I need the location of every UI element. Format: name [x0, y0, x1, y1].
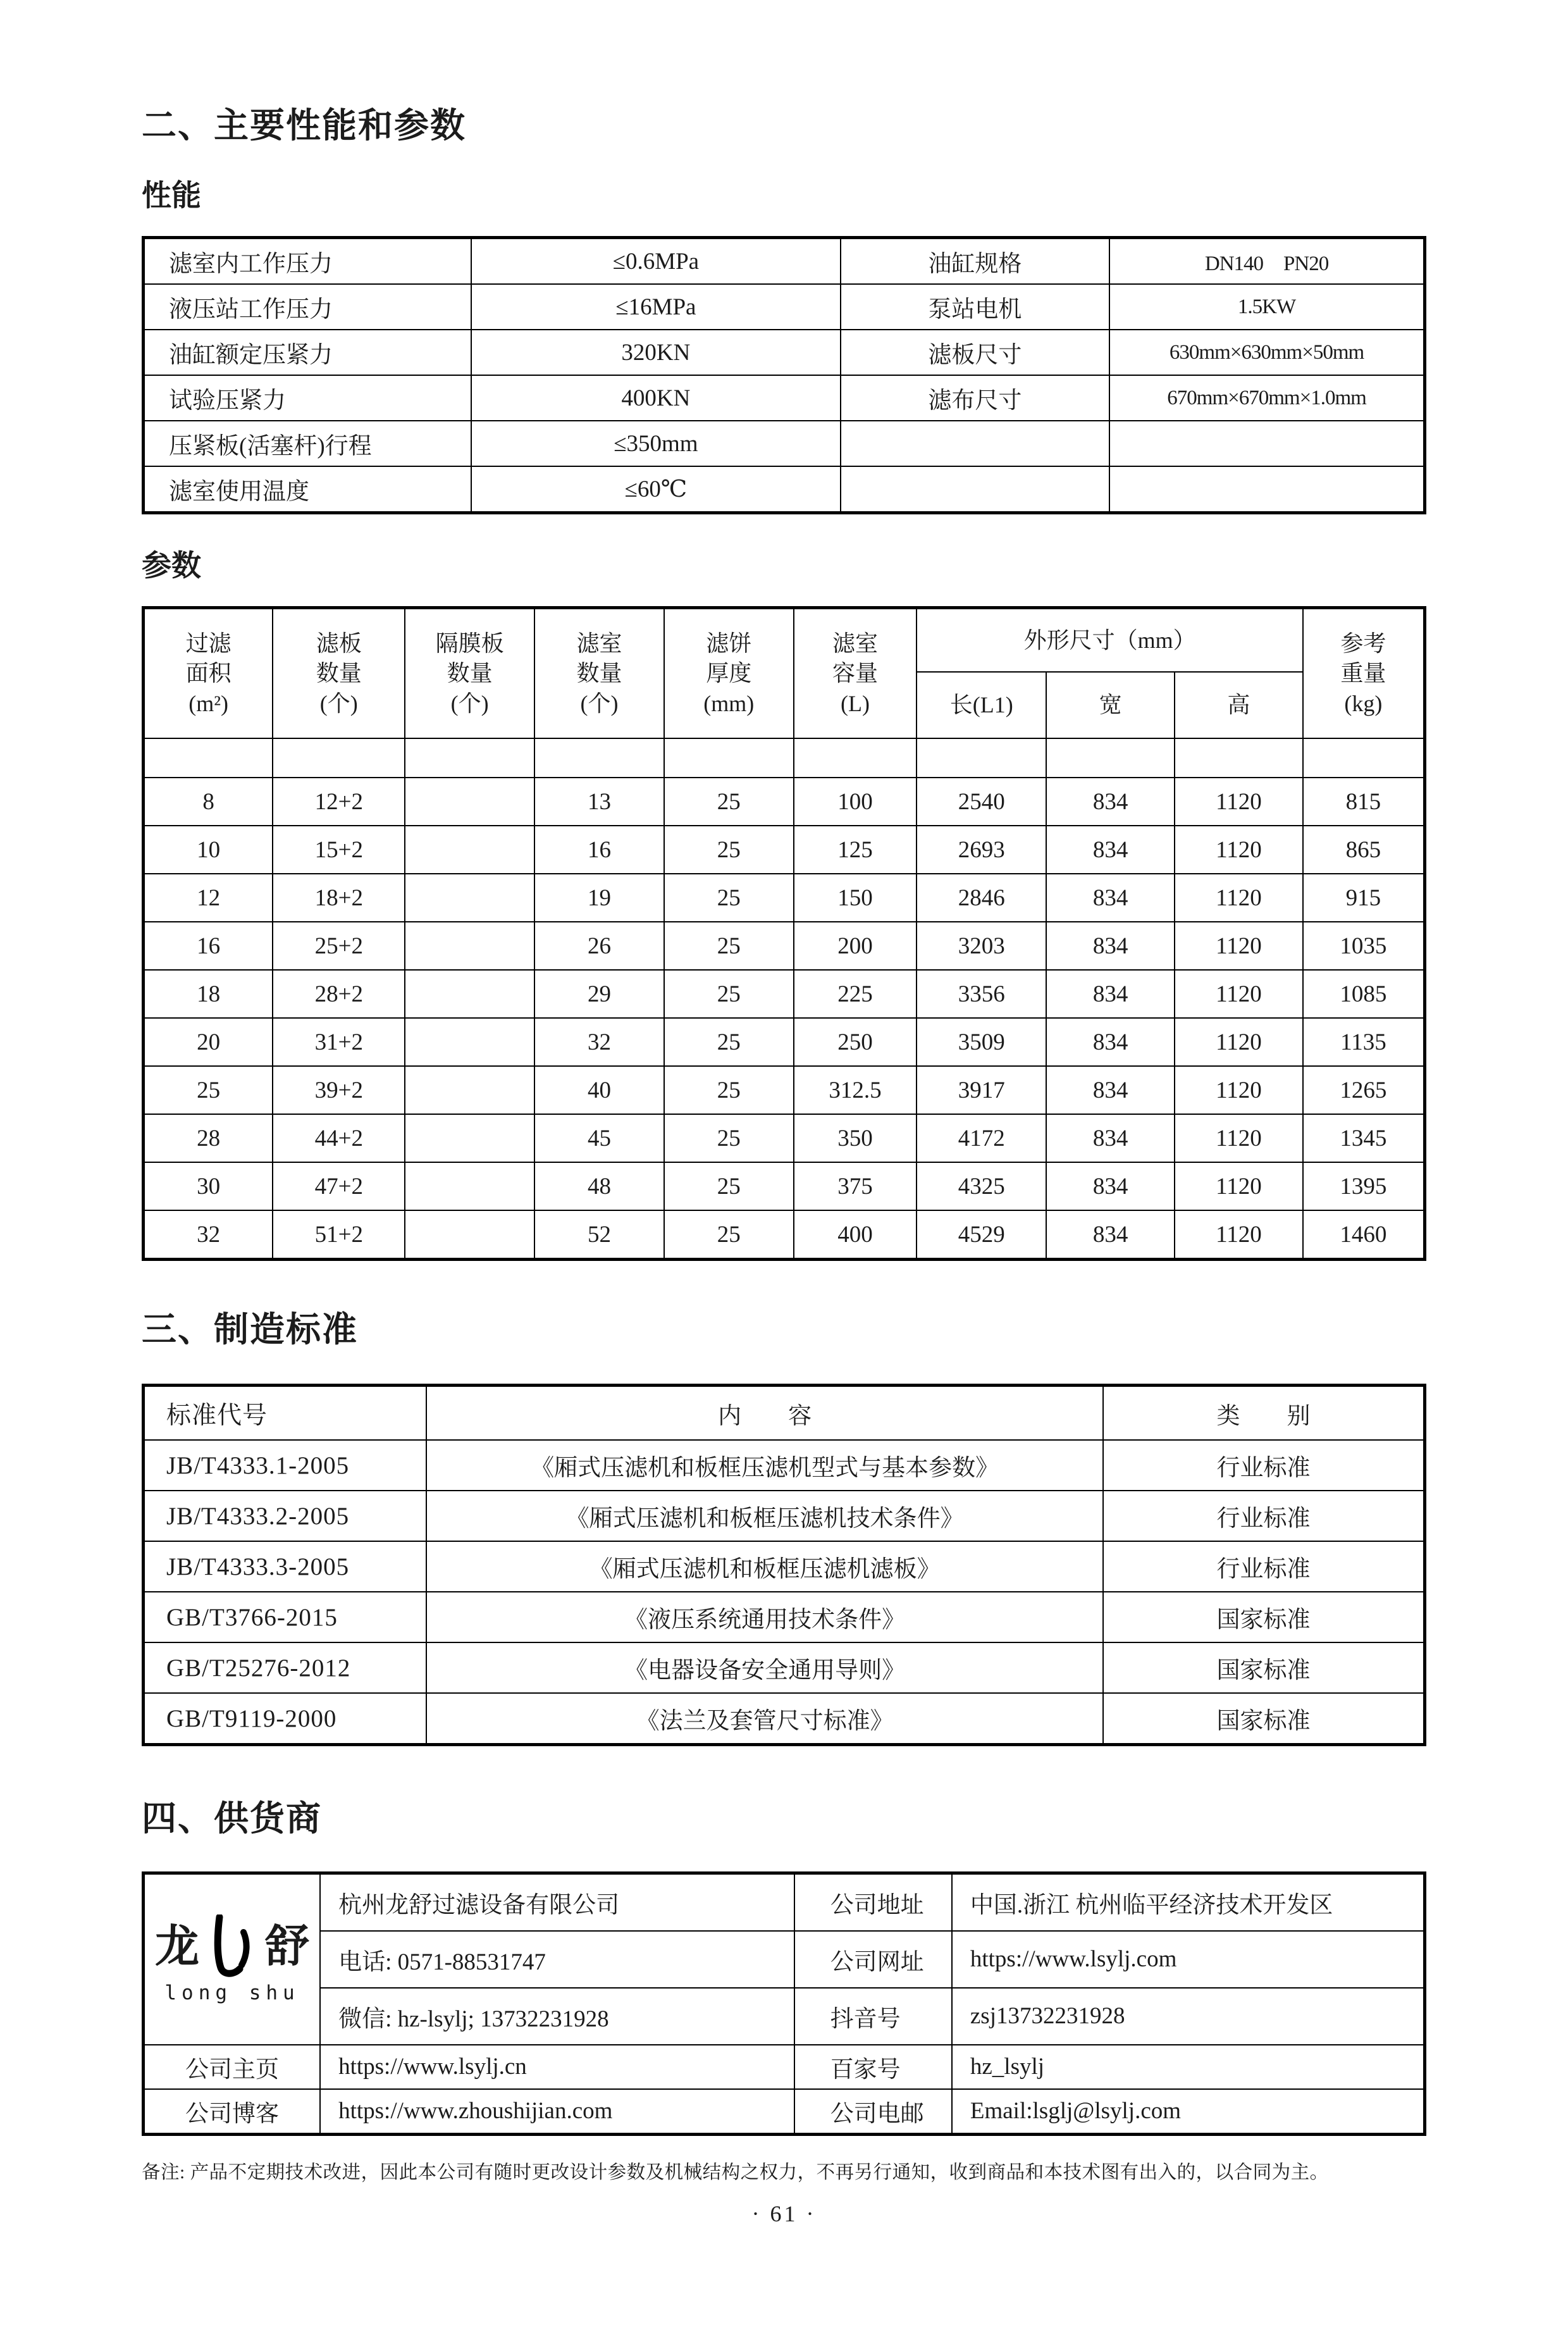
section-title-manufacturing-standards: 三、制造标准: [142, 1310, 359, 1350]
cell-filter-area: 30: [144, 1162, 273, 1210]
cell-height: 1120: [1175, 1162, 1303, 1210]
standard-code: JB/T4333.1-2005: [144, 1440, 427, 1491]
cell-height: 1120: [1175, 1210, 1303, 1260]
spec-value: 1.5KW: [1109, 284, 1424, 330]
homepage-label: 公司主页: [144, 2045, 321, 2089]
table-row: [144, 1592, 1425, 1642]
spec-value: [1109, 421, 1424, 466]
spec-value: ≤350mm: [471, 421, 840, 466]
cell-chamber-count: 16: [534, 826, 664, 874]
cell-chamber-count: 26: [534, 922, 664, 970]
cell-plate-count: 44+2: [273, 1114, 405, 1162]
spec-label: [841, 421, 1109, 466]
table-row: [144, 922, 1425, 970]
table-row: [144, 1541, 1425, 1592]
col-header-category: 类 别: [1103, 1386, 1425, 1441]
spec-value: [1109, 466, 1424, 513]
parameters-heading: 参数: [142, 550, 201, 583]
cell-chamber-count: 29: [534, 970, 664, 1018]
col-header-reference-weight: 参考 重量 (kg): [1303, 608, 1425, 739]
cell-weight: 1345: [1303, 1114, 1425, 1162]
cell-length: 4325: [917, 1162, 1046, 1210]
parameters-table-body: [144, 778, 1425, 1260]
table-row: [144, 330, 1425, 375]
cell-length: 3509: [917, 1018, 1046, 1066]
spec-value: 400KN: [471, 375, 840, 421]
cell-chamber-count: 19: [534, 874, 664, 922]
cell-membrane-plate-count: [405, 826, 534, 874]
cell-filter-area: 32: [144, 1210, 273, 1260]
standard-content: 《液压系统通用技术条件》: [426, 1592, 1103, 1642]
cell-width: 834: [1046, 826, 1175, 874]
cell-membrane-plate-count: [405, 1210, 534, 1260]
table-row: [144, 466, 1425, 513]
cell-membrane-plate-count: [405, 1018, 534, 1066]
cell-filter-area: 18: [144, 970, 273, 1018]
cell-plate-count: 31+2: [273, 1018, 405, 1066]
cell-cake-thickness: 25: [664, 922, 794, 970]
logo-subtext: long shu: [164, 1981, 300, 2004]
cell-plate-count: 18+2: [273, 874, 405, 922]
cell-width: 834: [1046, 1066, 1175, 1114]
cell-membrane-plate-count: [405, 1114, 534, 1162]
cell-height: 1120: [1175, 874, 1303, 922]
standards-table: [142, 1384, 1426, 1746]
spec-label: 滤板尺寸: [841, 330, 1109, 375]
homepage-value: https://www.lsylj.cn: [320, 2045, 794, 2089]
table-row: [144, 826, 1425, 874]
col-header-width: 宽: [1046, 672, 1175, 738]
logo-char-long: 龙: [155, 1922, 200, 1971]
cell-filter-area: 28: [144, 1114, 273, 1162]
table-row: [144, 1066, 1425, 1114]
spec-value: 320KN: [471, 330, 840, 375]
spec-label: 油缸规格: [841, 238, 1109, 285]
cell-filter-area: 8: [144, 778, 273, 826]
standard-category: 行业标准: [1103, 1491, 1425, 1541]
col-header-cake-thickness: 滤饼 厚度 (mm): [664, 608, 794, 739]
spec-label: 滤室内工作压力: [144, 238, 472, 285]
cell-chamber-count: 48: [534, 1162, 664, 1210]
spec-label: 油缸额定压紧力: [144, 330, 472, 375]
cell-length: 2846: [917, 874, 1046, 922]
col-header-chamber-count: 滤室 数量 (个): [534, 608, 664, 739]
spec-value: ≤60℃: [471, 466, 840, 513]
standard-code: JB/T4333.2-2005: [144, 1491, 427, 1541]
table-row: [144, 284, 1425, 330]
cell-chamber-volume: 350: [794, 1114, 917, 1162]
cell-weight: 1265: [1303, 1066, 1425, 1114]
cell-chamber-count: 52: [534, 1210, 664, 1260]
col-header-standard-code: 标准代号: [144, 1386, 427, 1441]
table-row: [144, 1210, 1425, 1260]
douyin-label: 抖音号: [794, 1988, 952, 2045]
cell-weight: 815: [1303, 778, 1425, 826]
page-number: · 61 ·: [751, 2200, 817, 2226]
performance-table-body: [144, 238, 1425, 513]
cell-cake-thickness: 25: [664, 1066, 794, 1114]
cell-length: 2540: [917, 778, 1046, 826]
spec-value: ≤0.6MPa: [471, 238, 840, 285]
spec-label: 滤室使用温度: [144, 466, 472, 513]
website-value: https://www.lsylj.com: [952, 1931, 1425, 1988]
cell-height: 1120: [1175, 826, 1303, 874]
table-row: [144, 2089, 1425, 2135]
email-value: Email:lsglj@lsylj.com: [952, 2089, 1425, 2135]
col-header-chamber-volume: 滤室 容量 (L): [794, 608, 917, 739]
cell-chamber-volume: 312.5: [794, 1066, 917, 1114]
cell-height: 1120: [1175, 922, 1303, 970]
cell-cake-thickness: 25: [664, 826, 794, 874]
col-header-length: 长(L1): [917, 672, 1046, 738]
standards-table-body: [144, 1440, 1425, 1745]
cell-plate-count: 25+2: [273, 922, 405, 970]
standard-category: 国家标准: [1103, 1642, 1425, 1693]
cell-cake-thickness: 25: [664, 1114, 794, 1162]
col-header-overall-dimensions: 外形尺寸（mm）: [917, 608, 1302, 673]
cell-width: 834: [1046, 922, 1175, 970]
standard-category: 行业标准: [1103, 1541, 1425, 1592]
cell-width: 834: [1046, 970, 1175, 1018]
cell-chamber-count: 32: [534, 1018, 664, 1066]
table-row: [144, 778, 1425, 826]
cell-filter-area: 16: [144, 922, 273, 970]
cell-length: 3356: [917, 970, 1046, 1018]
cell-plate-count: 39+2: [273, 1066, 405, 1114]
cell-cake-thickness: 25: [664, 778, 794, 826]
blog-value: https://www.zhoushijian.com: [320, 2089, 794, 2135]
website-label: 公司网址: [794, 1931, 952, 1988]
table-row: [144, 1491, 1425, 1541]
performance-table: [142, 236, 1426, 514]
cell-weight: 1460: [1303, 1210, 1425, 1260]
spec-value: DN140 PN20: [1109, 238, 1424, 285]
cell-plate-count: 15+2: [273, 826, 405, 874]
cell-length: 2693: [917, 826, 1046, 874]
cell-chamber-volume: 400: [794, 1210, 917, 1260]
cell-filter-area: 12: [144, 874, 273, 922]
cell-chamber-volume: 125: [794, 826, 917, 874]
cell-weight: 1135: [1303, 1018, 1425, 1066]
spacer-row: [144, 738, 1425, 778]
table-row: [144, 1988, 1425, 2045]
table-row: [144, 238, 1425, 285]
cell-chamber-volume: 375: [794, 1162, 917, 1210]
logo-char-shu: 舒: [265, 1922, 310, 1971]
cell-height: 1120: [1175, 1018, 1303, 1066]
cell-cake-thickness: 25: [664, 1018, 794, 1066]
cell-chamber-count: 40: [534, 1066, 664, 1114]
address-value: 中国.浙江 杭州临平经济技术开发区: [952, 1873, 1425, 1931]
cell-height: 1120: [1175, 1066, 1303, 1114]
spec-value: 670mm×670mm×1.0mm: [1109, 375, 1424, 421]
baijia-label: 百家号: [794, 2045, 952, 2089]
cell-width: 834: [1046, 1114, 1175, 1162]
cell-chamber-volume: 250: [794, 1018, 917, 1066]
cell-width: 834: [1046, 778, 1175, 826]
cell-cake-thickness: 25: [664, 1162, 794, 1210]
cell-width: 834: [1046, 1210, 1175, 1260]
section-title-supplier: 四、供货商: [142, 1799, 323, 1839]
cell-plate-count: 51+2: [273, 1210, 405, 1260]
logo-mark-icon: [206, 1914, 259, 1980]
standard-content: 《电器设备安全通用导则》: [426, 1642, 1103, 1693]
cell-cake-thickness: 25: [664, 970, 794, 1018]
company-logo: [144, 1873, 321, 2045]
baijia-value: hz_lsylj: [952, 2045, 1425, 2089]
col-header-content: 内 容: [426, 1386, 1103, 1441]
performance-heading: 性能: [142, 179, 201, 213]
standard-content: 《厢式压滤机和板框压滤机滤板》: [426, 1541, 1103, 1592]
cell-weight: 1395: [1303, 1162, 1425, 1210]
cell-membrane-plate-count: [405, 1162, 534, 1210]
standard-content: 《厢式压滤机和板框压滤机型式与基本参数》: [426, 1440, 1103, 1491]
cell-length: 4172: [917, 1114, 1046, 1162]
cell-chamber-volume: 200: [794, 922, 917, 970]
spec-label: 试验压紧力: [144, 375, 472, 421]
document-page: [142, 108, 1426, 2227]
cell-filter-area: 25: [144, 1066, 273, 1114]
standard-category: 国家标准: [1103, 1693, 1425, 1745]
cell-plate-count: 12+2: [273, 778, 405, 826]
table-row: [144, 421, 1425, 466]
cell-chamber-volume: 150: [794, 874, 917, 922]
cell-length: 3917: [917, 1066, 1046, 1114]
spec-label: [841, 466, 1109, 513]
cell-chamber-count: 13: [534, 778, 664, 826]
table-row: [144, 1873, 1425, 1931]
col-header-height: 高: [1175, 672, 1303, 738]
table-row: [144, 1114, 1425, 1162]
cell-membrane-plate-count: [405, 874, 534, 922]
douyin-value: zsj13732231928: [952, 1988, 1425, 2045]
table-row: [144, 1162, 1425, 1210]
cell-membrane-plate-count: [405, 922, 534, 970]
cell-membrane-plate-count: [405, 970, 534, 1018]
col-header-plate-count: 滤板 数量 (个): [273, 608, 405, 739]
cell-chamber-count: 45: [534, 1114, 664, 1162]
cell-height: 1120: [1175, 970, 1303, 1018]
blog-label: 公司博客: [144, 2089, 321, 2135]
standard-content: 《厢式压滤机和板框压滤机技术条件》: [426, 1491, 1103, 1541]
standard-category: 行业标准: [1103, 1440, 1425, 1491]
cell-plate-count: 28+2: [273, 970, 405, 1018]
cell-width: 834: [1046, 1162, 1175, 1210]
table-row: [144, 1642, 1425, 1693]
table-row: [144, 375, 1425, 421]
email-label: 公司电邮: [794, 2089, 952, 2135]
address-label: 公司地址: [794, 1873, 952, 1931]
section-title-performance-and-parameters: 二、主要性能和参数: [142, 106, 467, 145]
cell-length: 4529: [917, 1210, 1046, 1260]
footer-note: 备注: 产品不定期技术改进，因此本公司有随时更改设计参数及机械结构之权力，不再另行通知，收到商品和本技术图有出入的，以合同为主。: [142, 2162, 1329, 2183]
cell-weight: 915: [1303, 874, 1425, 922]
standard-code: JB/T4333.3-2005: [144, 1541, 427, 1592]
cell-plate-count: 47+2: [273, 1162, 405, 1210]
col-header-membrane-plate-count: 隔膜板 数量 (个): [405, 608, 534, 739]
table-row: [144, 1018, 1425, 1066]
supplier-table: [142, 1871, 1426, 2136]
cell-chamber-volume: 225: [794, 970, 917, 1018]
cell-filter-area: 20: [144, 1018, 273, 1066]
parameters-table: [142, 606, 1426, 1261]
cell-weight: 1085: [1303, 970, 1425, 1018]
spec-label: 液压站工作压力: [144, 284, 472, 330]
standard-code: GB/T9119-2000: [144, 1693, 427, 1745]
table-row: [144, 1440, 1425, 1491]
company-name: 杭州龙舒过滤设备有限公司: [320, 1873, 794, 1931]
wechat-value: 微信: hz-lsylj; 13732231928: [320, 1988, 794, 2045]
phone-value: 电话: 0571-88531747: [320, 1931, 794, 1988]
table-row: [144, 1931, 1425, 1988]
cell-width: 834: [1046, 1018, 1175, 1066]
table-row: [144, 2045, 1425, 2089]
cell-membrane-plate-count: [405, 778, 534, 826]
cell-chamber-volume: 100: [794, 778, 917, 826]
cell-membrane-plate-count: [405, 1066, 534, 1114]
cell-width: 834: [1046, 874, 1175, 922]
spec-value: 630mm×630mm×50mm: [1109, 330, 1424, 375]
table-row: [144, 1693, 1425, 1745]
spec-label: 压紧板(活塞杆)行程: [144, 421, 472, 466]
standard-category: 国家标准: [1103, 1592, 1425, 1642]
table-row: [144, 874, 1425, 922]
cell-filter-area: 10: [144, 826, 273, 874]
standard-code: GB/T25276-2012: [144, 1642, 427, 1693]
spec-label: 泵站电机: [841, 284, 1109, 330]
cell-height: 1120: [1175, 778, 1303, 826]
cell-cake-thickness: 25: [664, 874, 794, 922]
standard-content: 《法兰及套管尺寸标准》: [426, 1693, 1103, 1745]
standard-code: GB/T3766-2015: [144, 1592, 427, 1642]
table-row: [144, 970, 1425, 1018]
cell-weight: 865: [1303, 826, 1425, 874]
cell-weight: 1035: [1303, 922, 1425, 970]
cell-length: 3203: [917, 922, 1046, 970]
cell-height: 1120: [1175, 1114, 1303, 1162]
cell-cake-thickness: 25: [664, 1210, 794, 1260]
col-header-filter-area: 过滤 面积 (m²): [144, 608, 273, 739]
spec-label: 滤布尺寸: [841, 375, 1109, 421]
spec-value: ≤16MPa: [471, 284, 840, 330]
